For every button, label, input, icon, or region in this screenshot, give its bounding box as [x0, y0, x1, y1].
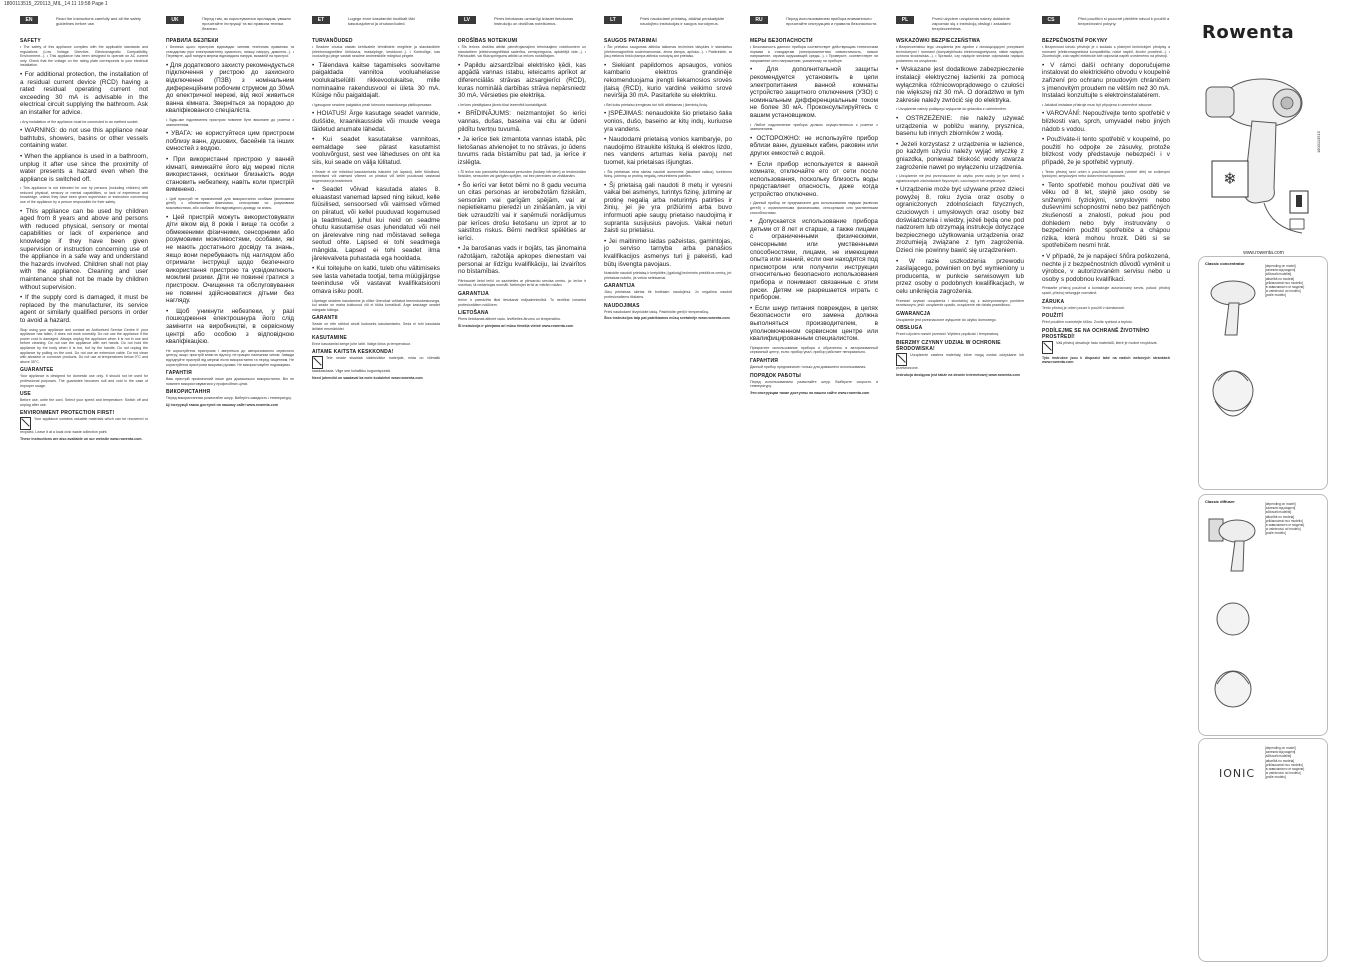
- spec-line: [залежно від моделі]: [1265, 506, 1296, 511]
- website-footer-text: Šios instrukcijos taip pat pateikiamos mūsų svetainėje www.rowenta.com: [604, 316, 730, 321]
- print-header-line: 1800113515_220113_MIL_14 11 19:58 Page 1: [4, 1, 108, 7]
- use-text: Pirms lietošanas attiniet vadu. Izvēlieties ātrumu un temperatūru.: [458, 317, 562, 322]
- use-heading: KASUTAMINE: [312, 334, 347, 341]
- safety-text-paragraph: • Urządzenie należy podłączyć wyłącznie do gniazdka z uziemieniem.: [896, 107, 1007, 112]
- safety-text-paragraph: • Šīs ierīces drošība atbilst piemērojamajiem tehniskajiem noteikumiem un standartiem (elektromagnētiskā saderība, zemsprieguma, apkārtējā vide...). • Pārbaudiet, vai tīkla spriegums atbilst uz ierīces norādītajam.: [458, 45, 586, 59]
- language-column: [20, 16, 148, 956]
- safety-text-paragraph: • Ierīces pieslēgšana jāveic tikai iezemētā kontaktligzdā.: [458, 102, 548, 107]
- safety-text-paragraph: • Urządzenie nie jest przeznaczone do użytku przez osoby (w tym dzieci) o ograniczonych zdolnościach fizycznych, czuciowych lub umysłowych.: [896, 174, 1024, 183]
- column-header: [458, 16, 586, 30]
- spec-line: [priklausomai nuo modelio]: [1265, 518, 1303, 523]
- safety-warning-paragraph: • ĮSPĖJIMAS: nenaudokite šio prietaiso šalia vonios, dušo, baseino ar kitų indų, kuriuose yra vandens.: [604, 110, 732, 133]
- use-text: Перед використанням розмотайте шнур. Виберіть швидкість і температуру.: [166, 396, 292, 401]
- safety-text-paragraph: Прекратите использование прибора и обратитесь в авторизованный сервисный центр, если: прибор упал, прибор работает ненормально.: [750, 345, 878, 355]
- safety-warning-paragraph: • WARNING: do not use this appliance near bathtubs, showers, basins or other vessels containing water.: [20, 127, 148, 150]
- safety-warning-paragraph: • VAROVÁNÍ: Nepoužívejte tento spotřebič v blízkosti van, sprch, umyvadel nebo jiných nádob s vodou.: [1042, 110, 1170, 133]
- spec-line: [залежно від моделі]: [1265, 268, 1296, 273]
- use-heading: ПОРЯДОК РАБОТЫ: [750, 372, 801, 379]
- read-instructions-note: Lugege enne kasutamist hoolikalt läbi kasutusjuhend ja ohutusnõuded.: [348, 16, 415, 26]
- product-panel: [1192, 16, 1335, 946]
- spec-line: [залежно від моделі]: [1265, 750, 1296, 755]
- guarantee-text: Jūsų prietaisas skirtas tik buitiniam naudojimui. Jo negalima naudoti profesionaliems tikslams.: [604, 290, 732, 299]
- column-header: [750, 16, 878, 30]
- safety-warning-paragraph: • Jei maitinimo laidas pažeistas, gamintojas, jo serviso tarnyba arba panašios kvalifikacijos asmenys turi jį pakeisti, kad būtų išvengta pavojaus.: [604, 237, 732, 268]
- diffuser-illustration: [1203, 509, 1263, 729]
- safety-text-paragraph: • This appliance is not intended for use by persons (including children) with reduced physical, sensory or mental capabilities, or lack of experience and knowledge, unless they have been given supervision or instruction concerning use of the appliance by a person responsible for their safety.: [20, 186, 148, 205]
- safety-warning-paragraph: • V případě, že je napájecí šňůra poškozená, nechte ji z bezpečnostních důvodů vyměnit u výrobce, v autorizovaném servisu nebo u osoby s podobnou kvalifikací.: [1042, 253, 1170, 283]
- language-column: [312, 16, 440, 956]
- safety-heading: ПРАВИЛА БЕЗПЕКИ: [166, 38, 219, 44]
- spec-line: [depending on model]: [1265, 264, 1296, 268]
- website-url: www.rowenta.com: [1243, 250, 1284, 256]
- environment-heading: PODÍLEJME SE NA OCHRANĚ ŽIVOTNÍHO PROSTŘEDÍ!: [1042, 327, 1150, 340]
- safety-warning-paragraph: • Ja barošanas vads ir bojāts, tas jānomaina ražotājam, ražotāja apkopes dienestam vai personai ar līdzīgu kvalifikāciju, lai izvairītos no bīstamības.: [458, 245, 586, 276]
- guarantee-text: Ierīce ir paredzēta tikai lietošanai mājsaimniecībā. To nedrīkst izmantot profesionāliem nolūkiem.: [458, 298, 586, 307]
- guarantee-heading: GUARANTEE: [20, 367, 54, 374]
- safety-text-paragraph: • Любое подключение прибора должно осуществляться к розетке с заземлением.: [750, 122, 878, 132]
- language-column: [896, 16, 1024, 956]
- safety-text-paragraph: • The safety of this appliance complies with the applicable standards and regulations (Low Voltage Directive, Electromagnetic Compatibility, Environment...). • This appliance has been designed to operate on AC current only. Check that the voltage on the rating plate corresponds to your electrical installation.: [20, 45, 148, 68]
- use-text: Prieš naudodami išvyniokite laidą. Pasirinkite greitį ir temperatūrą.: [604, 309, 709, 314]
- safety-text-paragraph: Pārtrauciet lietot ierīci un sazinieties ar pilnvarotu servisa centru, ja: ierīce ir nokritusi, tā nedarbojas normāli. Nelietojiet ierīci ar mitrām rokām.: [458, 278, 586, 288]
- environment-text: Your appliance contains valuable materials which can be recovered or recycled. Leave it at a local civic waste collection point.: [20, 417, 148, 435]
- safety-text-paragraph: • Šio prietaiso saugumas atitinka taikomas technines taisykles ir standartus (elektromagnetinis suderinamumas, žema įtampa, aplinka...). • Patikrinkite, ar jūsų elektros tinklo įtampa atitinka nurodytą ant prietaiso.: [604, 45, 732, 59]
- guarantee-heading: ГАРАНТІЯ: [166, 370, 192, 377]
- read-instructions-note: Przed użyciem urządzenia należy dokładnie zapoznać się z instrukcją obsługi i zasadami bezpieczeństwa.: [932, 16, 1011, 31]
- website-footer-text: Ці інструкції також доступні на нашому сайті www.rowenta.com: [166, 402, 279, 407]
- safety-text-paragraph: • Jakákoli instalace přístroje musí být připojena k uzemněné zásuvce.: [1042, 102, 1153, 107]
- environment-row: [20, 417, 148, 435]
- use-heading: POUŽITÍ: [1042, 313, 1064, 320]
- guarantee-text: Ваш пристрій призначений лише для домашнього використання. Він не повинен використовуватися у професійних цілях.: [166, 377, 294, 386]
- read-instructions-note: Read the instructions carefully and all the safety guidelines before use.: [56, 16, 141, 26]
- column-header: [1042, 16, 1170, 30]
- safety-warning-paragraph: • Täiendava kaitse tagamiseks soovitame paigaldada vannitoa vooluahelasse voolukaitselüliti rikkevoolukaitse, mille nominaalne rakendusvool ei ületa 30 mA. Küsige nõu paigaldajalt.: [312, 61, 440, 100]
- spec-line: [sõltuvalt mudelist]: [1265, 272, 1292, 277]
- spec-line: [depending on model]: [1265, 746, 1296, 750]
- safety-text-paragraph: • Безпека цього пристрою відповідає чинним технічним правилам та стандартам (про електромагнітну сумісність, низьку напругу, довкілля...). • Перевірте, щоб напруга мережі відповідала напрузі, вказаній на пристрої.: [166, 45, 294, 59]
- guarantee-heading: ГАРАНТИЯ: [750, 357, 779, 364]
- safety-text-paragraph: • Any installation of the appliance must be connected to an earthed socket.: [20, 119, 139, 124]
- safety-warning-paragraph: • Цей пристрій можуть використовувати діти віком від 8 років і вище та особи з обмеженими фізичними, сенсорними або розумовими можливостями, особами, які не мають достатнього досвіду та знань, якщо вони перебувають під наглядом або отримали інструкції щодо безпечного використання пристрою та усвідомлюють можливі ризики. Діти не повинні гратися з пристроєм. Очищення та обслуговування не повинні здійснюватися дітьми без нагляду.: [166, 213, 294, 305]
- safety-heading: МЕРЫ БЕЗОПАСНОСТИ: [750, 38, 813, 44]
- guarantee-text: Urządzenie jest przeznaczone wyłącznie do użytku domowego.: [896, 317, 997, 322]
- environment-heading: AITAME KAITSTA KESKKONDA!: [312, 349, 394, 356]
- safety-warning-paragraph: • If the supply cord is damaged, it must be replaced by the manufacturer, its service agent or similarly qualified persons in order to avoid a hazard.: [20, 294, 148, 324]
- read-instructions-note: Перед использованием прибора внимательно прочитайте инструкцию и правила безопасности.: [786, 16, 878, 26]
- website-footer-text: These instructions are also available on our website www.rowenta.com.: [20, 436, 143, 441]
- hero-illustration: [1192, 43, 1335, 256]
- safety-warning-paragraph: • Siekiant papildomos apsaugos, vonios kambario elektros grandinėje rekomenduojama įrengti liekamosios srovės įtaisą (RCD), kurio vardinė veikimo srovė neviršija 30 mA. Pasitarkite su elektriku.: [604, 61, 732, 100]
- guarantee-heading: ZÁRUKA: [1042, 298, 1065, 305]
- guarantee-heading: GARANTIJA: [604, 283, 635, 290]
- use-heading: ВИКОРИСТАННЯ: [166, 389, 211, 396]
- safety-warning-paragraph: • При використанні пристрою у ванній кімнаті, вимикайте його від мережі після використання, оскільки близькість води становить небезпеку, навіть коли пристрій вимкнено.: [166, 155, 294, 194]
- safety-warning-paragraph: • Urządzenie może być używane przez dzieci powyżej 8. roku życia oraz osoby o ograniczonych zdolnościach fizycznych, czuciowych i umysłowych oraz osoby bez doświadczenia i wiedzy, jeżeli będą one pod nadzorem lub otrzymają instrukcje dotyczące bezpiecznego użytkowania urządzenia oraz zrozumieją związane z tym zagrożenia. Dzieci nie powinny bawić się urządzeniem.: [896, 186, 1024, 255]
- environment-heading: BIERZMY CZYNNY UDZIAŁ W OCHRONIE ŚRODOWISKA!: [896, 339, 1001, 352]
- safety-text-paragraph: • Цей пристрій не призначений для використання особами (включаючи дітей) з обмеженими фізичними, сенсорними чи розумовими можливостями, або особами без відповідного досвіду чи знань.: [166, 196, 294, 211]
- language-code-badge: EN: [20, 16, 38, 24]
- column-header: [604, 16, 732, 30]
- column-header: [896, 16, 1024, 30]
- safety-warning-paragraph: • Papildu aizsardzībai elektrisko ķēdi, kas apgādā vannas istabu, ieteicams aprīkot ar diferenciālās strāvas aizsargierīci (RCD), kuras nominālā darbības strāva nepārsniedz 30 mA. Vērsieties pie elektriķa.: [458, 61, 586, 100]
- use-text: Перед использованием размотайте шнур. Выберите скорость и температуру.: [750, 379, 878, 389]
- safety-warning-paragraph: • This appliance can be used by children aged from 8 years and above and persons with reduced physical, sensory or mental capabilities or lack of experience and knowledge if they have been given supervision or instruction concerning use of the appliance in a safe way and understand the hazards involved. Children shall not play with the appliance. Cleaning and user maintenance shall not be made by children without supervision.: [20, 207, 148, 291]
- safety-text-paragraph: Lõpetage seadme kasutamine ja võtke ühendust volitatud teeninduskeskusega, kui seade on maha kukkunud või ei tööta korralikult. Ärge kasutage seadet märgade kätega.: [312, 298, 440, 312]
- column-header: [20, 16, 148, 30]
- environment-text: Váš přístroj obsahuje řadu materiálů, které je možné recyklovat.: [1056, 340, 1158, 345]
- spec-line: [w zależności od modelu]: [1265, 527, 1301, 532]
- safety-text-paragraph: • Tento přístroj není určen k používání osobami (včetně dětí) se sníženými fyzickými, smyslovými nebo duševními schopnostmi.: [1042, 169, 1170, 179]
- use-text: Before use, untie the cord. Select your speed and temperature. Switch off and unplug after use.: [20, 398, 148, 407]
- use-heading: NAUDOJIMAS: [604, 302, 640, 309]
- language-column: [458, 16, 586, 956]
- safety-text-paragraph: • Данный прибор не предназначен для использования людьми (включая детей) с ограниченными физическими, сенсорными или умственными способностями.: [750, 201, 878, 215]
- weee-bin-icon: [312, 356, 323, 369]
- read-instructions-note: Pirms lietošanas uzmanīgi izlasiet lietošanas instrukciju un drošības noteikumus.: [494, 16, 574, 26]
- safety-warning-paragraph: • W razie uszkodzenia przewodu zasilającego, powinien on być wymieniony u producenta, w punkcie serwisowym lub przez osoby o podobnych kwalifikacjach, w celu uniknięcia zagrożenia.: [896, 257, 1024, 295]
- hair-dryer-illustration: [1192, 43, 1335, 243]
- model-spec-list: [1265, 502, 1325, 536]
- doc-code: 1800113515: [1316, 131, 1321, 153]
- safety-text-paragraph: • Seade ei ole mõeldud kasutamiseks isikutele (sh lapsed), kelle füüsilised, meelelised või vaimsed võimed on piiratud või kellel puuduvad vastavad kogemused ja teadmised.: [312, 169, 440, 183]
- weee-bin-icon: [896, 353, 907, 366]
- safety-warning-paragraph: • HOIATUS! Ärge kasutage seadet vannide, duššide, kraanikausside või muude veega täidetud anumate lähedal.: [312, 110, 440, 133]
- safety-warning-paragraph: • ОСТОРОЖНО: не используйте прибор вблизи ванн, душевых кабин, раковин или других емкостей с водой.: [750, 134, 878, 157]
- environment-text: Teie seade sisaldab väärtuslikke materjale, mida on võimalik taaskasutada. Viige see kohalikku kogumispunkti.: [312, 356, 440, 374]
- spec-line: [в зависимости от модели]: [1265, 523, 1305, 528]
- safety-text-paragraph: • Bezpečnost tohoto přístroje je v souladu s platnými technickými předpisy a normami (elektromagnetická kompatibilita, nízké napětí, životní prostředí...). • Zkontrolujte, zda napětí elektrické sítě odpovídá napětí uvedenému na přístroji.: [1042, 45, 1170, 59]
- instruction-columns: [20, 16, 1190, 956]
- language-column: [166, 16, 294, 956]
- safety-text-paragraph: • Šī ierīce nav paredzēta lietošanai personām (tostarp bērniem) ar ierobežotām fiziskām, sensorām vai garīgām spējām, vai bez pieredzes un zināšanām.: [458, 169, 586, 179]
- safety-warning-paragraph: • Jeżeli korzystasz z urządzenia w łazience, po każdym użyciu należy wyjąć wtyczkę z gniazdka, ponieważ bliskość wody stwarza zagrożenie nawet po wyłączeniu urządzenia.: [896, 140, 1024, 171]
- guarantee-heading: GARANTIJA: [458, 291, 489, 297]
- safety-heading: WSKAZÓWKI BEZPIECZEŃSTWA: [896, 38, 981, 44]
- read-instructions-note: Prieš naudodami prietaisą, atidžiai perskaitykite naudojimo instrukcijas ir saugos nurodymus.: [640, 16, 725, 26]
- weee-bin-icon: [1042, 341, 1053, 354]
- safety-warning-paragraph: • Kui toitejuhe on katki, tuleb ohu vältimiseks see lasta vahetada tootjal, tema müügijärgse teeninduse või vastavat kvalifikatsiooni omava isiku poolt.: [312, 265, 440, 295]
- ionic-label: IONIC: [1219, 767, 1256, 780]
- safety-heading: BEZPEČNOSTNÍ POKYNY: [1042, 38, 1108, 44]
- safety-warning-paragraph: • OSTRZEŻENIE: nie należy używać urządzenia w pobliżu wanny, prysznica, basenu lub innych zbiorników z wodą.: [896, 114, 1024, 138]
- guarantee-text: Данный прибор предназначен только для домашнего использования.: [750, 364, 867, 369]
- website-footer-text: Need juhendid on saadaval ka meie kodulehel www.rowenta.com: [312, 375, 423, 380]
- guarantee-text: Your appliance is designed for domestic use only. It should not be used for professional purposes. The guarantee becomes null and void in the case of improper usage.: [20, 374, 148, 388]
- spec-line: [atkarībā no modeļa]: [1265, 758, 1295, 763]
- language-code-badge: LV: [458, 16, 476, 24]
- safety-warning-paragraph: • Если прибор используется в ванной комнате, отключайте его от сети после использования, поскольку близость воды представляет опасность, даже когда устройство отключено.: [750, 160, 878, 198]
- language-code-badge: LT: [604, 16, 622, 24]
- use-text: Enne kasutamist kerige juhe lahti. Valige kiirus ja temperatuur.: [312, 341, 411, 346]
- safety-warning-paragraph: • УВАГА: не користуйтеся цим пристроєм поблизу ванн, душових, басейнів та інших ємностей з водою.: [166, 130, 294, 153]
- safety-text-paragraph: Přestaňte přístroj používat a kontaktujte autorizovaný servis, pokud: přístroj spadl, přístroj nefunguje normálně.: [1042, 286, 1170, 295]
- spec-line: [atkarībā no modeļa]: [1265, 276, 1295, 281]
- safety-warning-paragraph: • Šo ierīci var lietot bērni no 8 gadu vecuma un citas personas ar ierobežotām fiziskām, sensorām vai garīgām spējām, vai ar nepietiekamu pieredzi un zināšanām, ja viņi tiek uzraudzīti vai ir saņēmuši norādījumus par ierīces drošu lietošanu un izprot ar to saistītos riskus. Bērni nedrīkst spēlēties ar ierīci.: [458, 181, 586, 242]
- spec-line: [sõltuvalt mudelist]: [1265, 510, 1292, 515]
- language-code-badge: UK: [166, 16, 184, 24]
- safety-warning-paragraph: • Tento spotřebič mohou používat děti ve věku od 8 let, stejně jako osoby se sníženými fyzickými, smyslovými nebo duševními schopnostmi nebo bez patřičných zkušeností a znalostí, pokud jsou pod dohledem nebo byly instruovány o bezpečném použití spotřebiče a chápou rizika, která mohou hrozit. Děti si se spotřebičem nesmí hrát.: [1042, 181, 1170, 250]
- model-box-concentrator: [1198, 256, 1328, 490]
- environment-heading: ENVIRONMENT PROTECTION FIRST!: [20, 410, 115, 417]
- safety-text-paragraph: • Безопасность данного прибора соответствует действующим техническим нормам и стандартам (электромагнитная совместимость, низкое напряжение, охрана окружающей среды...). • Проверьте, соответствует ли напряжение сети напряжению, указанному на приборе.: [750, 45, 878, 63]
- svg-text:❄: ❄: [1223, 169, 1237, 188]
- safety-text-paragraph: • Bezpieczeństwo tego urządzenia jest zgodne z obowiązującymi przepisami technicznymi i normami (kompatybilność elektromagnetyczna, niskie napięcie, ochrona środowiska...). • Sprawdź, czy napięcie sieciowe odpowiada napięciu podanemu na urządzeniu.: [896, 45, 1024, 63]
- language-code-badge: PL: [896, 16, 914, 24]
- environment-row: [1042, 341, 1170, 354]
- language-code-badge: RU: [750, 16, 768, 24]
- safety-warning-paragraph: • Ja ierīce tiek izmantota vannas istabā, pēc lietošanas atvienojiet to no strāvas, jo ūdens tuvums rada bīstamību pat tad, ja ierīce ir izslēgta.: [458, 136, 586, 166]
- website-footer-text: Instrukcja dostępna jest także na stronie internetowej www.rowenta.com: [896, 372, 1020, 377]
- spec-line: [podle modelu]: [1265, 293, 1286, 298]
- model-box-ionic: [1198, 738, 1328, 962]
- safety-warning-paragraph: • Wskazane jest dodatkowe zabezpieczenie instalacji elektrycznej łazienki za pomocą wyłącznika różnicowoprądowego o czułości nie większej niż 30 mA. O doradztwo w tym zakresie należy zwrócić się do elektryka.: [896, 66, 1024, 104]
- spec-line: [sõltuvalt mudelist]: [1265, 754, 1292, 759]
- spec-line: [w zależności od modelu]: [1265, 771, 1301, 776]
- use-text: Před použitím rozmotejte šňůru. Zvolte rychlost a teplotu.: [1042, 320, 1133, 325]
- safety-warning-paragraph: • BRĪDINĀJUMS: neizmantojiet šo ierīci vannas, dušas, baseina vai citu ar ūdeni pildītu tvertņu tuvumā.: [458, 110, 586, 133]
- spec-line: [atkarībā no modeļa]: [1265, 514, 1295, 519]
- safety-text-paragraph: • Будь-яке підключення пристрою повинне бути виконане до розетки з заземленням.: [166, 117, 294, 127]
- environment-text: Urządzenie zawiera materiały, które mogą zostać odzyskane lub przetworzone.: [896, 352, 1024, 370]
- spec-line: [в зависимости от модели]: [1265, 767, 1305, 772]
- safety-warning-paragraph: • Seadet võivad kasutada alates 8. eluaastast vanemad lapsed ning isikud, kelle füüsilised, sensoorsed või vaimsed võimed on piiratud, või kellel puuduvad kogemused ja teadmised, juhul kui neid on seadme ohutu kasutamise osas juhendatud või neil on järelevalve ning nad mõistavad sellega seotud ohte. Lapsed ei tohi seadmega mängida. Lapsed ei tohi seadet ilma järelevalveta puhastada ega hooldada.: [312, 186, 440, 262]
- language-code-badge: CS: [1042, 16, 1060, 24]
- safety-heading: TURVANÕUDED: [312, 38, 353, 44]
- model-spec-list: [1265, 264, 1325, 298]
- safety-warning-paragraph: • For additional protection, the installation of a residual current device (RCD) having a rated residual operating current not exceeding 30 mA is advisable in the electrical circuit supplying the bathroom. Ask an installer for advice.: [20, 70, 148, 116]
- read-instructions-note: Před použitím si pozorně přečtěte návod k použití a bezpečnostní pokyny.: [1078, 16, 1170, 26]
- weee-bin-icon: [20, 417, 31, 430]
- spec-line: [w zależności od modelu]: [1265, 289, 1301, 294]
- safety-warning-paragraph: • Если шнур питания поврежден, в целях безопасности его замена должна выполняться производителем, в уполномоченном сервисном центре или квалифицированным специалистом.: [750, 304, 878, 343]
- column-header: [312, 16, 440, 30]
- safety-heading: DROŠĪBAS NOTEIKUMI: [458, 38, 518, 44]
- spec-line: [depending on model]: [1265, 502, 1296, 506]
- model-box-diffuser: [1198, 494, 1328, 736]
- safety-text-paragraph: Nustokite naudoti prietaisą ir kreipkitės į įgaliotąjį techninės priežiūros centrą, jei: prietaisas nukrito, jis veikia netinkamai.: [604, 271, 732, 280]
- environment-row: [312, 356, 440, 374]
- use-heading: LIETOŠANA: [458, 310, 489, 317]
- safety-heading: SAUGOS PATARIMAI: [604, 38, 657, 44]
- use-text: Przed użyciem rozwiń przewód. Wybierz prędkość i temperaturę.: [896, 332, 1000, 337]
- guarantee-heading: GWARANCJA: [896, 310, 931, 317]
- spec-line: [в зависимости от модели]: [1265, 285, 1305, 290]
- spec-line: [priklausomai nuo modelio]: [1265, 280, 1303, 285]
- safety-warning-paragraph: • V rámci další ochrany doporučujeme instalovat do elektrického obvodu v koupelně zařízení pro ochranu proudovým chráničem s jmenovitým proudem ne větším než 30 mA. Instalaci konzultujte s elektroinstalatérem.: [1042, 61, 1170, 100]
- language-code-badge: ET: [312, 16, 330, 24]
- guarantee-heading: GARANTII: [312, 315, 338, 322]
- spec-line: [podle modelu]: [1265, 775, 1286, 780]
- model-title: Classic concentrator: [1205, 261, 1245, 266]
- safety-warning-paragraph: • Для дополнительной защиты рекомендуется установить в цепи электропитания ванной комнаты устройство защитного отключения (УЗО) с номинальным дифференциальным током не более 30 мА. Проконсультируйтесь с вашим установщиком.: [750, 66, 878, 119]
- website-footer-text: Tyto instrukce jsou k dispozici také na našich webových stránkách www.rowenta.com: [1042, 355, 1170, 365]
- safety-text-paragraph: • Šis prietaisas nėra skirtas naudoti asmenims (įskaitant vaikus), turintiems fizinę, jutiminę ar protinę negalią, neturintiems patirties.: [604, 169, 732, 179]
- safety-heading: SAFETY: [20, 38, 41, 44]
- language-column: [604, 16, 732, 956]
- read-instructions-note: Перед тим, як користуватися приладом, уважно прочитайте інструкції та всі правила техніки безпеки.: [202, 16, 292, 31]
- language-column: [750, 16, 878, 956]
- safety-warning-paragraph: • Kui seadet kasutatakse vannitoas, eemaldage see pärast kasutamist vooluvõrgust, sest vee läheduses on oht ka siis, kui seade on välja lülitatud.: [312, 136, 440, 166]
- safety-text-paragraph: • Seadme ohutus vastab kehtivatele tehnilistele reeglitele ja standarditele (elektromagnetiline ühilduvus, madalpinge, keskkond...). • Kontrollige, kas vooluvõrgu pinge vastab seadme andmesildile märgitud pingele.: [312, 45, 440, 59]
- concentrator-illustration: [1203, 271, 1263, 471]
- safety-warning-paragraph: • Допускается использование прибора детьми от 8 лет и старше, а также лицами с ограниченными физическими, сенсорными или умственными способностями, лицами, не имеющими опыта или знаний, если они находятся под присмотром или получили инструкции относительно безопасного использования прибора и понимают связанные с этим риски. Детям не разрешается играть с прибором.: [750, 218, 878, 302]
- brand-logo: Rowenta: [1202, 22, 1295, 43]
- safety-text-paragraph: Przestań używać urządzenia i skontaktuj się z autoryzowanym punktem serwisowym, jeśli: urządzenie upadło, urządzenie nie działa prawidłowo.: [896, 298, 1024, 308]
- website-footer-text: Šī instrukcija ir pieejama arī mūsu tīmekļa vietnē www.rowenta.com: [458, 323, 574, 328]
- language-column: [1042, 16, 1170, 956]
- guarantee-text: Tento přístroj je určen pouze k použití v domácnosti.: [1042, 305, 1125, 310]
- use-heading: OBSŁUGA: [896, 325, 923, 332]
- safety-warning-paragraph: • Щоб уникнути небезпеки, у разі пошкодження електрошнура його слід замінити на виробництві, в сервісному центрі або особою з відповідною кваліфікацією.: [166, 307, 294, 346]
- safety-warning-paragraph: • When the appliance is used in a bathroom, unplug it after use since the proximity of water presents a hazard even when the appliance is switched off.: [20, 152, 148, 183]
- website-footer-text: Эти инструкции также доступны на нашем сайте www.rowenta.com: [750, 390, 870, 395]
- safety-warning-paragraph: • Používáte-li tento spotřebič v koupelně, po použití ho odpojte ze zásuvky, protože blízkost vody představuje nebezpečí i v případě, že je spotřebič vypnutý.: [1042, 136, 1170, 166]
- safety-text-paragraph: Не користуйтеся пристроєм і зверніться до авторизованого сервісного центру, якщо: пристрій впав на підлогу, не працює належним чином. Завжди від'єднуйте пристрій від мережі після використання та перед чищенням. Не користуйтеся пристроєм мокрими руками. Не використовуйте подовжувач.: [166, 348, 294, 367]
- use-heading: USE: [20, 391, 31, 398]
- model-title: Classic diffuser: [1205, 499, 1235, 504]
- safety-warning-paragraph: • Naudodami prietaisą vonios kambaryje, po naudojimo ištraukite kištuką iš elektros lizdo, nes vandens artumas kelia pavojų net tuomet, kai prietaisas išjungtas.: [604, 136, 732, 166]
- safety-text-paragraph: • Bet koks prietaiso įrengimas turi būti atliekamas į įžemintą lizdą.: [604, 102, 708, 107]
- spec-line: [podle modelu]: [1265, 531, 1286, 536]
- safety-warning-paragraph: • Šį prietaisą gali naudoti 8 metų ir vyresni vaikai bei asmenys, turintys fizinę, jutiminę ar protinę negalią arba neturintys patirties ir žinių, jei jie yra prižiūrimi arba buvo informuoti apie saugų prietaiso naudojimą ir supranta susijusius pavojus. Vaikai neturi žaisti su prietaisu.: [604, 181, 732, 235]
- environment-row: [896, 353, 1024, 371]
- safety-text-paragraph: • Igasugune seadme paigaldus peab toimuma maandusega pistikupesasse.: [312, 102, 433, 107]
- model-spec-list: [1265, 746, 1325, 780]
- safety-text-paragraph: Stop using your appliance and contact an Authorised Service Centre if: your appliance has fallen, it does not work normally. Do not use the appliance if the power cord is damaged. Always unplug the appliance when it is not in use and before cleaning. Do not use the appliance with wet hands. Do not hold the appliance by the body when it is hot, but by the handle. Do not unplug the appliance by pulling on the cord. Do not use an extension cable. Do not clean with abrasive or corrosive products. Do not use at temperatures below 0°C and above 35°C.: [20, 327, 148, 364]
- guarantee-text: Seade on ette nähtud ainult koduseks kasutamiseks. Seda ei tohi kasutada ärilistel eesmärkidel.: [312, 322, 440, 331]
- spec-line: [priklausomai nuo modelio]: [1265, 762, 1303, 767]
- column-header: [166, 16, 294, 30]
- safety-warning-paragraph: • Для додаткового захисту рекомендується підключення у ристрою до захисного відключення (ПЗВ) з номінальним диференційним робочим струмом до 30мА до електричної мережі, від якої живиться ванна кімната. Зверніться за порадою до кваліфікованого спеціаліста.: [166, 61, 294, 115]
